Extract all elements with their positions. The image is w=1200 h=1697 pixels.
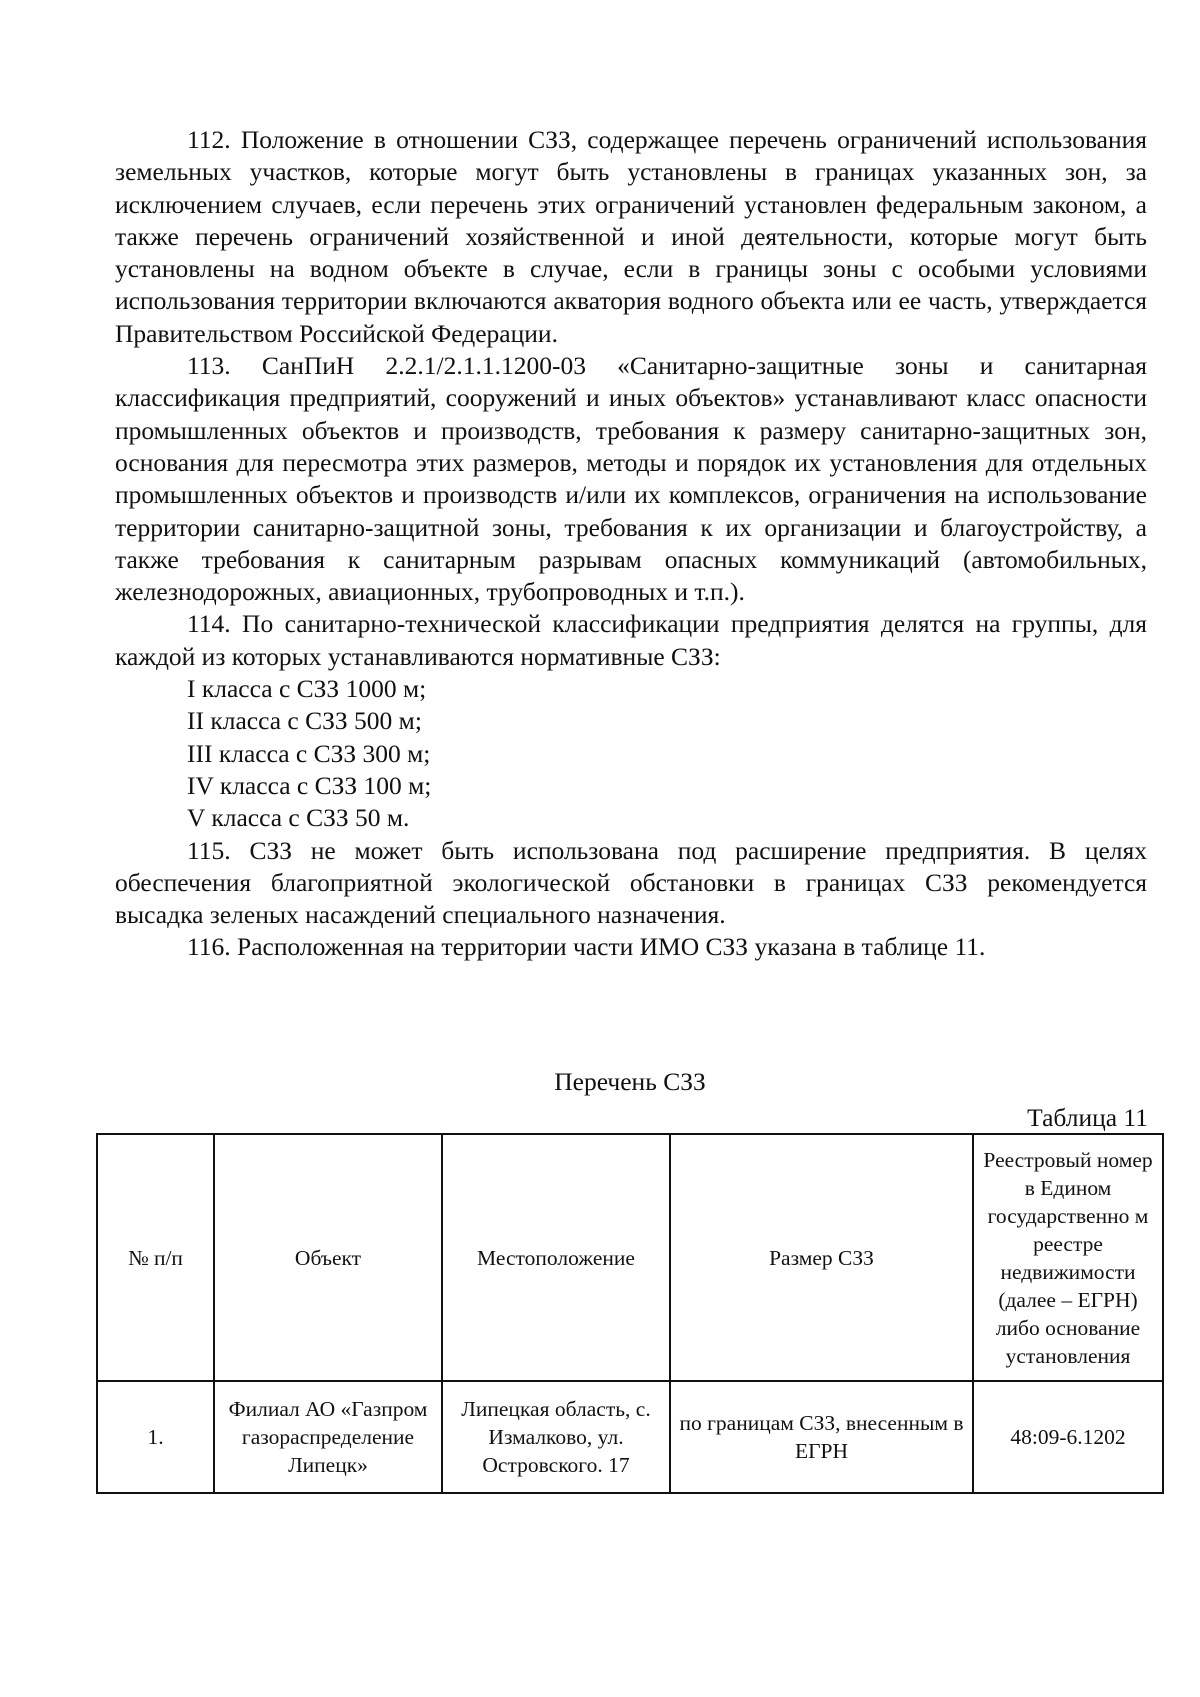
- header-location: Местоположение: [442, 1134, 670, 1381]
- szz-table: [96, 1133, 1164, 1494]
- table-header-row: [97, 1134, 1163, 1381]
- class-item-5: V класса с СЗЗ 50 м.: [187, 803, 410, 833]
- paragraph-114: 114. По санитарно-технической классификации предприятия делятся на группы, для каждой из которых устанавливаются нормативные СЗЗ:: [115, 609, 1147, 671]
- header-registry: Реестровый номер в Едином государственно м реестре недвижимости (далее – ЕГРН) либо основание установления: [973, 1134, 1163, 1381]
- cell-num: 1.: [97, 1381, 214, 1493]
- paragraph-112: 112. Положение в отношении СЗЗ, содержащее перечень ограничений использования земельных участков, которые могут быть установлены в границах указанных зон, за исключением случаев, если перечень этих ограничений установлен федеральным законом, а также перечень ограничений хозяйственной и иной деятельности, которые могут быть установлены на водном объекте в случае, если в границы зоны с особыми условиями использования территории включаются акватория водного объекта или ее часть, утверждается Правительством Российской Федерации.: [115, 125, 1147, 348]
- header-num: № п/п: [97, 1134, 214, 1381]
- cell-location: Липецкая область, с. Измалково, ул. Островского. 17: [442, 1381, 670, 1493]
- class-item-4: IV класса с СЗЗ 100 м;: [187, 770, 432, 800]
- class-item-3: III класса с СЗЗ 300 м;: [187, 738, 431, 768]
- paragraph-116: 116. Расположенная на территории части ИМО СЗЗ указана в таблице 11.: [187, 932, 986, 962]
- table-title: Перечень СЗЗ: [554, 1067, 706, 1096]
- paragraph-113: 113. СанПиН 2.2.1/2.1.1.1200-03 «Санитарно-защитные зоны и санитарная классификация предприятий, сооружений и иных объектов» устанавливают класс опасности промышленных объектов и производств, требования к размеру санитарно-защитных зон, основания для пересмотра этих размеров, методы и порядок их установления для отдельных промышленных объектов и производств и/или их комплексов, ограничения на использование территории санитарно-защитной зоны, требования к их организации и благоустройству, а также требования к санитарным разрывам опасных коммуникаций (автомобильных, железнодорожных, авиационных, трубопроводных и т.п.).: [115, 351, 1147, 607]
- table-number-label: Таблица 11: [1027, 1103, 1148, 1132]
- cell-size: по границам СЗЗ, внесенным в ЕГРН: [670, 1381, 973, 1493]
- header-object: Объект: [214, 1134, 442, 1381]
- cell-object: Филиал АО «Газпром газораспределение Липецк»: [214, 1381, 442, 1493]
- document-body: [115, 124, 1147, 964]
- class-item-1: I класса с СЗЗ 1000 м;: [187, 674, 427, 704]
- header-size: Размер СЗЗ: [670, 1134, 973, 1381]
- class-item-2: II класса с СЗЗ 500 м;: [187, 706, 422, 736]
- table-row: [97, 1381, 1163, 1493]
- paragraph-115: 115. СЗЗ не может быть использована под расширение предприятия. В целях обеспечения благоприятной экологической обстановки в границах СЗЗ рекомендуется высадка зеленых насаждений специального назначения.: [115, 835, 1147, 930]
- cell-registry: 48:09-6.1202: [973, 1381, 1163, 1493]
